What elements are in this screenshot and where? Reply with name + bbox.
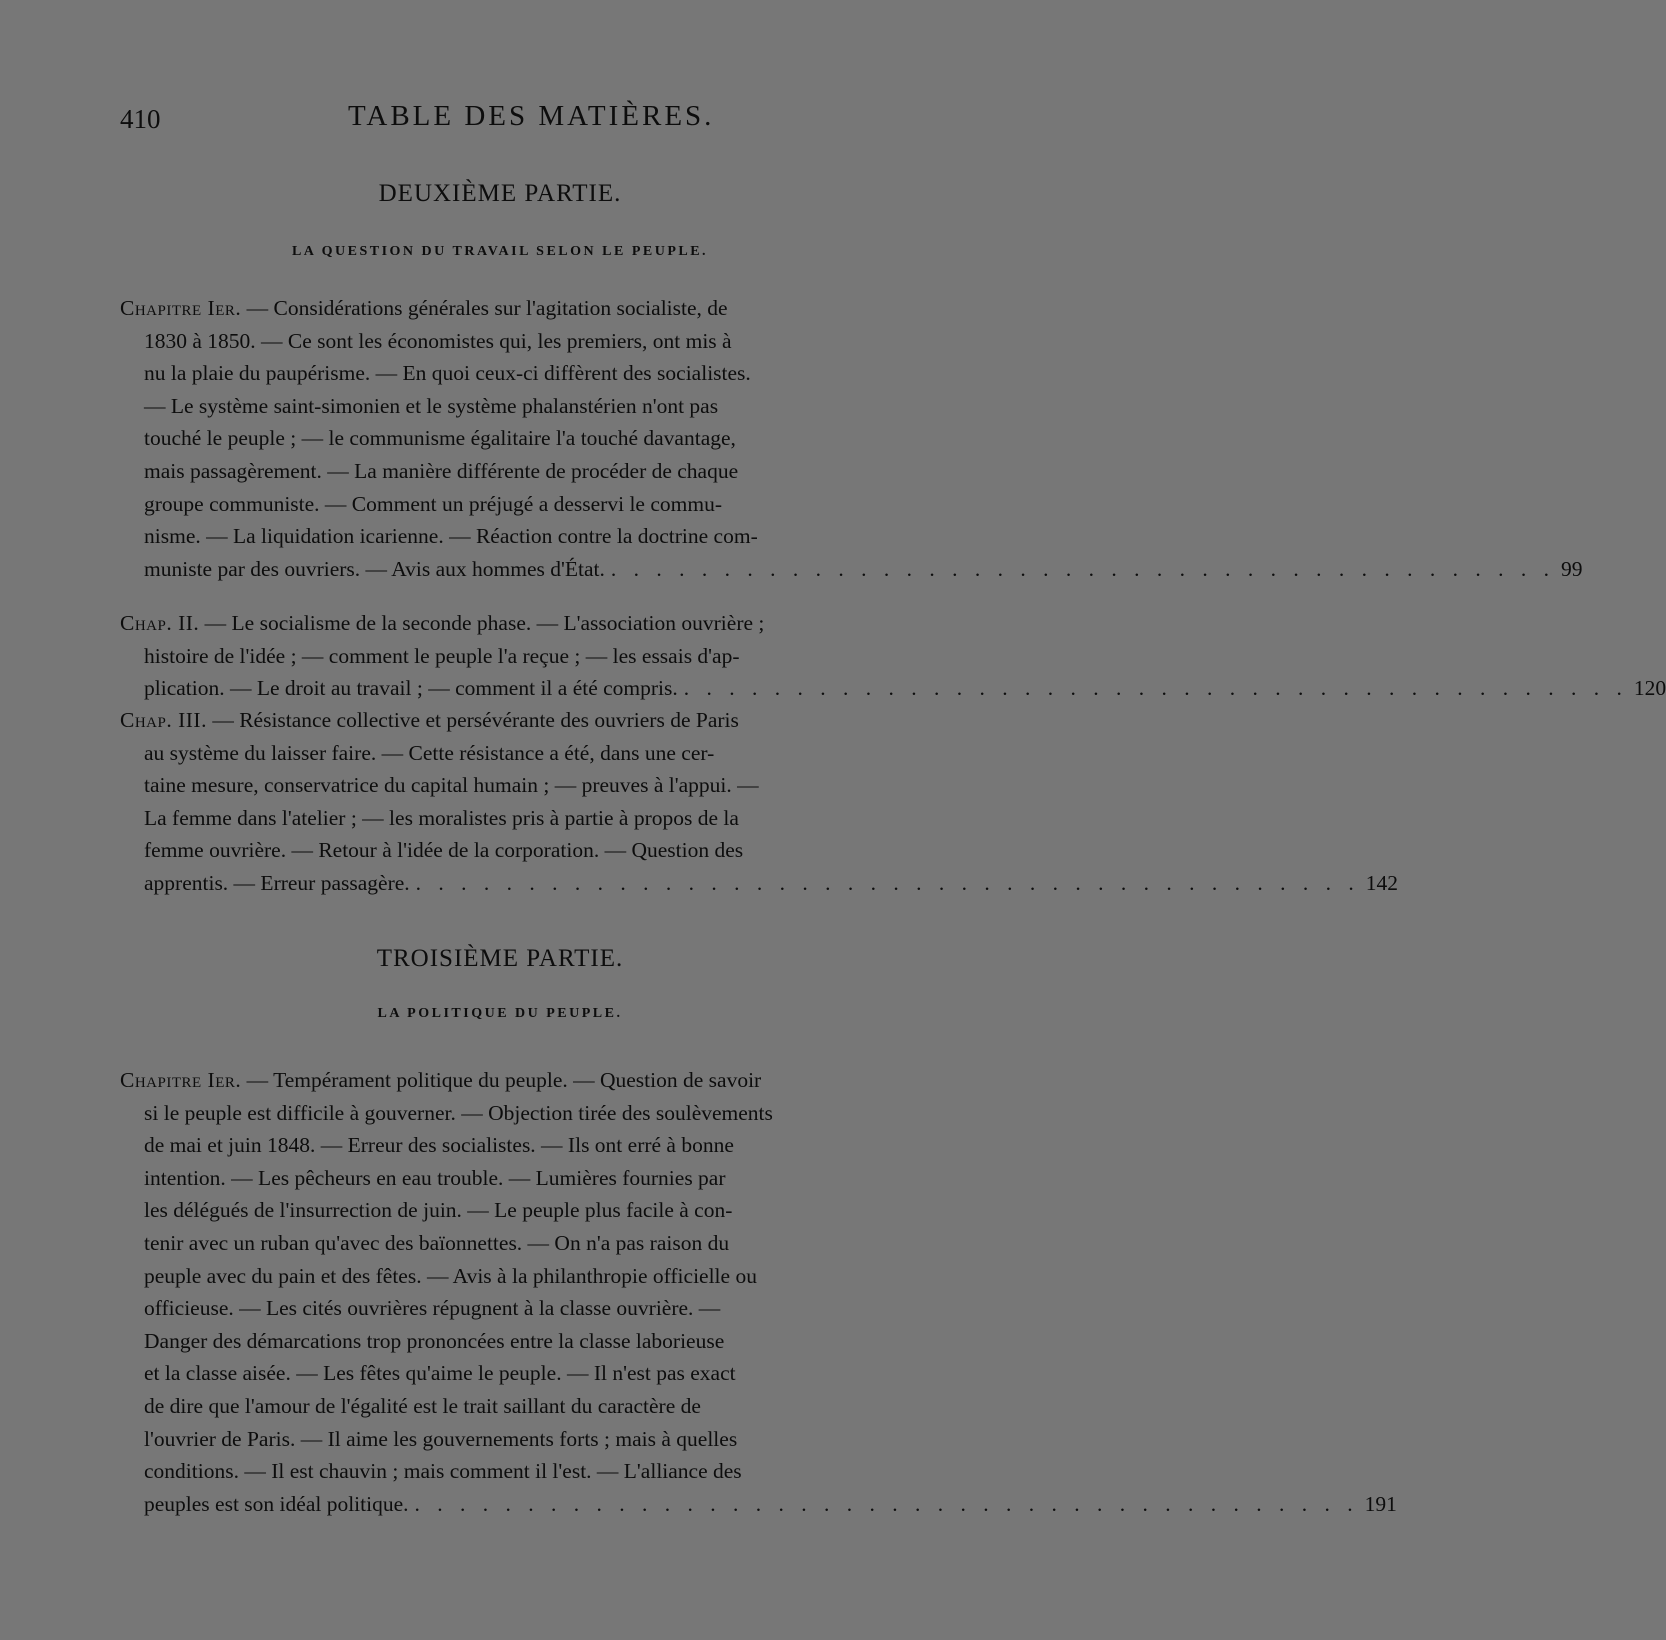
- toc-entry-line: de dire que l'amour de l'égalité est le trait saillant du caractère de: [144, 1393, 701, 1418]
- toc-entry-line: [120, 292, 906, 325]
- page-reference: 99: [1561, 556, 1583, 581]
- toc-entry-line: touché le peuple ; — le communisme égalitaire l'a touché davantage,: [144, 426, 736, 451]
- toc-entry-line: si le peuple est difficile à gouverner. — Objection tirée des soulèvements: [144, 1100, 773, 1125]
- toc-entry-line: de mai et juin 1848. — Erreur des socialistes. — Ils ont erré à bonne: [144, 1133, 734, 1158]
- toc-entry-line: nisme. — La liquidation icarienne. — Réaction contre la doctrine com-: [144, 524, 758, 549]
- toc-entry-last-line: [120, 1488, 1397, 1521]
- dot-leader: . . . . . . . . . . . . . . . . . . . . . . . . . . . . . . . . . . . . . . . . . .: [610, 556, 1555, 581]
- toc-entry-line: intention. — Les pêcheurs en eau trouble. — Lumières fournies par: [144, 1165, 726, 1190]
- toc-entry-text: apprentis. — Erreur passagère.: [144, 870, 410, 895]
- running-title: TABLE DES MATIÈRES.: [348, 100, 715, 132]
- toc-entry-line: taine mesure, conservatrice du capital humain ; — preuves à l'appui. —: [144, 773, 759, 798]
- part-subtitle: LA POLITIQUE DU PEUPLE.: [377, 1006, 623, 1021]
- toc-entry-line: au système du laisser faire. — Cette résistance a été, dans une cer-: [144, 740, 715, 765]
- part-subtitle: LA QUESTION DU TRAVAIL SELON LE PEUPLE.: [291, 244, 709, 259]
- toc-entry-line: mais passagèrement. — La manière différente de procéder de chaque: [144, 458, 739, 483]
- toc-entry-last-line: [120, 553, 1583, 586]
- dot-leader: . . . . . . . . . . . . . . . . . . . . . . . . . . . . . . . . . . . . . . . . . .: [683, 676, 1628, 701]
- toc-entry-line: Danger des démarcations trop prononcées entre la classe laborieuse: [144, 1328, 725, 1353]
- toc-entry-line: officieuse. — Les cités ouvrières répugnent à la classe ouvrière. —: [144, 1296, 721, 1321]
- toc-entry-last-line: [120, 867, 1399, 900]
- toc-entry-line: [120, 1064, 906, 1097]
- toc-entry-text: muniste par des ouvriers. — Avis aux hommes d'État.: [144, 556, 605, 581]
- toc-entry-line: 1830 à 1850. — Ce sont les économistes qui, les premiers, ont mis à: [144, 328, 732, 353]
- toc-entry-text: — Résistance collective et persévérante des ouvriers de Paris: [212, 708, 739, 732]
- toc-entry-line: femme ouvrière. — Retour à l'idée de la corporation. — Question des: [144, 838, 744, 863]
- toc-entry-line: [120, 607, 906, 640]
- toc-entry-line: nu la plaie du paupérisme. — En quoi ceux-ci diffèrent des socialistes.: [144, 361, 751, 386]
- page-reference: 120: [1633, 676, 1666, 701]
- page-reference: 191: [1364, 1491, 1397, 1516]
- chapter-label: Chap. II.: [120, 611, 200, 635]
- dot-leader: . . . . . . . . . . . . . . . . . . . . . . . . . . . . . . . . . . . . . . . . . .: [414, 1491, 1359, 1516]
- toc-entry: [120, 607, 1666, 705]
- page-reference: 142: [1365, 870, 1399, 895]
- chapter-label: Chapitre Ier.: [120, 296, 242, 320]
- toc-entry-text: — Considérations générales sur l'agitation socialiste, de: [246, 296, 728, 320]
- toc-entry: [120, 292, 1583, 585]
- part-title: DEUXIÈME PARTIE.: [378, 180, 622, 207]
- page-number: 410: [120, 104, 161, 134]
- part-title: TROISIÈME PARTIE.: [376, 945, 624, 972]
- dot-leader: . . . . . . . . . . . . . . . . . . . . . . . . . . . . . . . . . . . . . . . . . .: [415, 870, 1360, 895]
- page-header: [120, 100, 910, 140]
- chapter-label: Chap. III.: [120, 708, 207, 732]
- chapter-label: Chapitre Ier.: [120, 1068, 242, 1092]
- toc-entry-line: tenir avec un ruban qu'avec des baïonnettes. — On n'a pas raison du: [144, 1230, 730, 1255]
- toc-entry-line: conditions. — Il est chauvin ; mais comment il l'est. — L'alliance des: [144, 1459, 742, 1484]
- toc-entry-line: [120, 704, 906, 737]
- toc-entry-text: peuples est son idéal politique.: [144, 1491, 409, 1516]
- toc-entry-text: plication. — Le droit au travail ; — comment il a été compris.: [144, 676, 678, 701]
- toc-entry-line: — Le système saint-simonien et le système phalanstérien n'ont pas: [144, 393, 719, 418]
- toc-entry-line: La femme dans l'atelier ; — les moralistes pris à partie à propos de la: [144, 805, 739, 830]
- toc-entry: [120, 704, 1399, 900]
- toc-entry-line: groupe communiste. — Comment un préjugé a desservi le commu-: [144, 491, 722, 516]
- toc-entry-line: les délégués de l'insurrection de juin. — Le peuple plus facile à con-: [144, 1198, 733, 1223]
- toc-entry-line: et la classe aisée. — Les fêtes qu'aime le peuple. — Il n'est pas exact: [144, 1361, 736, 1386]
- toc-entry-text: — Tempérament politique du peuple. — Question de savoir: [246, 1068, 762, 1092]
- toc-entry-last-line: [120, 672, 1666, 705]
- toc-entry-text: — Le socialisme de la seconde phase. — L'association ouvrière ;: [204, 611, 765, 635]
- toc-entry-line: histoire de l'idée ; — comment le peuple l'a reçue ; — les essais d'ap-: [144, 643, 740, 668]
- toc-entry: [120, 1064, 1397, 1520]
- toc-entry-line: l'ouvrier de Paris. — Il aime les gouvernements forts ; mais à quelles: [144, 1426, 738, 1451]
- toc-entry-line: peuple avec du pain et des fêtes. — Avis à la philanthropie officielle ou: [144, 1263, 757, 1288]
